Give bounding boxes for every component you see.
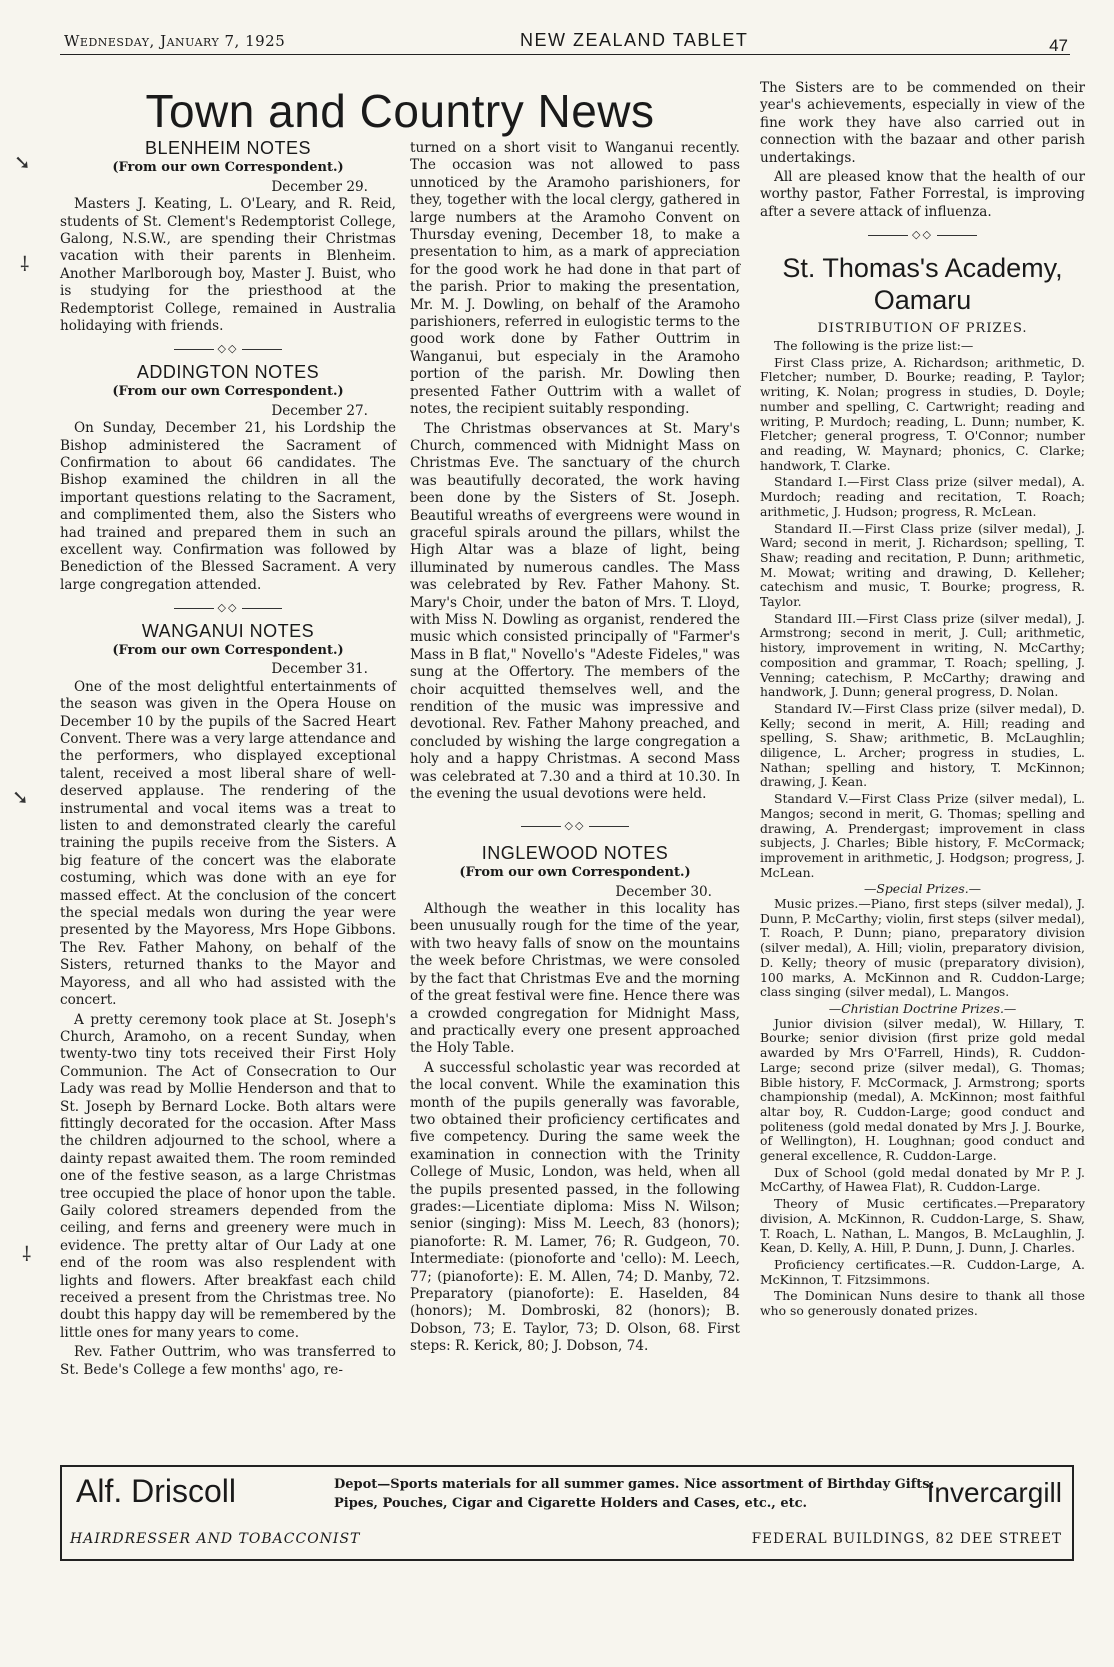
paragraph: One of the most delightful entertainments of the season was given in the Opera House on December 10 by the pupils of the Sacred Heart Convent. There was a very large attendance and the performers, who displayed exceptional talent, received a most liberal share of well-deserved applause. The rendering of the instrumental and vocal items was a treat to listen to and demonstrated clearly the careful training the pupils receive from the Sisters. A big feature of the concert was the elaborate costuming, which was done with an eye for massed effect. At the conclusion of the concert the special medals won during the year were presented by the Mayoress, Mrs Hope Gibbons. The Rev. Father Mahony, on behalf of the Sisters, returned thanks to the Mayor and Mayoress, and all who had assisted with the concert.: [60, 678, 396, 1009]
paragraph: The Sisters are to be commended on their year's achievements, especially in view of the fine work they have also carried out in connection with the bazaar and other parish undertakings.: [760, 80, 1085, 166]
separator-ornament: ◇◇: [60, 340, 396, 357]
prize-list-item: Proficiency certificates.—R. Cuddon-Large, A. McKinnon, T. Fitzsimmons.: [760, 1256, 1085, 1287]
paragraph: The following is the prize list:—: [774, 338, 974, 354]
paragraph: Although the weather in this locality has been unusually rough for the time of the year, with two heavy falls of snow on the mountains the week before Christmas, we were consoled by the fact that Christmas Eve and the morning of the great festival were fine. Hence there was a crowded congregation for Midnight Mass, and practically every one present approached the Holy Table.: [410, 901, 740, 1057]
prize-list-item: Standard III.—First Class prize (silver medal), J. Armstrong; second in merit, J. Cull; arithmetic, history, improvement in writing, N. McCarthy; composition and grammar, T. Roach; spelling, J. Venning; catechism, P. McCarthy; drawing and handwork, J. Dunn; general progress, D. Nolan.: [760, 610, 1085, 700]
paragraph: turned on a short visit to Wanganui recently. The occasion was not allowed to pass unnoticed by the Aramoho parishioners, for they, together with the local clergy, gathered in large numbers at the Aramoho Convent on Thursday evening, December 18, to make a presentation to him, as a mark of appreciation for the good work he had done in that part of the parish. Prior to making the presentation, Mr. M. J. Dowling, on behalf of the Aramoho parishioners, referred in eulogistic terms to the good work done by Father Outtrim in Wanganui, but especialy in the Aramoho portion of the parish. Mr. Dowling then presented Father Outtrim with a wallet of notes, the recipient suitably responding.: [410, 140, 740, 418]
byline: (From our own Correspondent.): [112, 160, 344, 176]
paragraph: The Dominican Nuns desire to thank all those who so generously donated prizes.: [760, 1288, 1085, 1319]
paragraph: A successful scholastic year was recorded at the local convent. While the examination this month of the pupils generally was favorable, two obtained their proficiency certificates and five competency. During the same week the examination in connection with the Trinity College of Music, London, was held, when all the pupils presented passed, in the following grades:—Licentiate diploma: Miss N. Wilson; senior (singing): Miss M. Leech, 83 (honors); pianoforte: R. M. Lamer, 76; R. Gudgeon, 70. Intermediate: (pionoforte and 'cello): M. Leech, 77; (pianoforte): E. M. Allen, 74; D. Manby, 72. Preparatory (pianoforte): E. Haselden, 84 (honors); M. Dombroski, 82 (honors); B. Dobson, 73; E. Taylor, 73; D. Olson, 68. First steps: R. Kerick, 80; J. Dobson, 74.: [410, 1059, 740, 1355]
prize-list-item: Music prizes.—Piano, first steps (silver medal), J. Dunn, P. McCarthy; violin, first steps (silver medal), T. Roach, P. Dunn; piano, preparatory division (silver medal), A. Hill; violin, preparatory division, D. Kelly; theory of music (preparatory division), 100 marks, A. McKinnon and R. Cuddon-Large; class singing (silver medal), L. Mangos.: [760, 896, 1085, 1000]
advertiser-name: Alf. Driscoll: [76, 1473, 237, 1509]
dateline: December 31.: [271, 661, 368, 678]
byline: (From our own Correspondent.): [112, 384, 344, 400]
paper-title: NEW ZEALAND TABLET: [520, 30, 749, 50]
column-2: [410, 140, 740, 1358]
advert-address: FEDERAL BUILDINGS, 82 DEE STREET: [751, 1531, 1062, 1547]
margin-mark: ⸸: [22, 1242, 32, 1266]
prize-distribution-heading: DISTRIBUTION OF PRIZES.: [817, 320, 1028, 336]
margin-mark: ⸸: [20, 252, 30, 276]
article-heading: INGLEWOOD NOTES: [481, 842, 669, 863]
page-header: [60, 28, 1070, 55]
byline: (From our own Correspondent.): [112, 642, 344, 658]
dateline: December 27.: [271, 402, 368, 419]
issue-date: Wednesday, January 7, 1925: [64, 32, 286, 50]
prize-list-item: Standard I.—First Class prize (silver medal), A. Murdoch; reading and recitation, T. Roach; arithmetic, J. Hudson; progress, R. McLean.: [760, 474, 1085, 519]
prize-list-item: First Class prize, A. Richardson; arithmetic, D. Fletcher; number, D. Bourke; reading, P. Taylor; writing, K. Nolan; progress in studies, D. Doyle; number and spelling, C. Cartwright; reading and writing, P. Murdoch; reading, L. Dunn; number, K. Fletcher; general progress, T. O'Connor; number and reading, W. Maynard; phonics, C. Clarke; handwork, T. Clarke.: [760, 354, 1085, 473]
subheading: —Special Prizes.—: [863, 881, 982, 897]
separator-ornament: ◇◇: [760, 226, 1085, 243]
dateline: December 29.: [271, 178, 368, 195]
section-title: Town and Country News: [145, 85, 655, 137]
advertiser-trade: HAIRDRESSER AND TOBACCONIST: [70, 1531, 361, 1547]
column-3: [760, 80, 1085, 1321]
subheading: —Christian Doctrine Prizes.—: [828, 1001, 1017, 1016]
article-heading: ADDINGTON NOTES: [136, 361, 320, 382]
article-heading: BLENHEIM NOTES: [144, 138, 312, 158]
prize-list-item: Theory of Music certificates.—Preparatory division, A. McKinnon, R. Cuddon-Large, S. Shaw, T. Roach, L. Nathan, L. Mangos, B. McLaughlin, J. Kean, D. Kelly, A. Hill, P. Dunn, J. Dunn, J. Charles.: [760, 1196, 1085, 1256]
advertisement: [60, 1465, 1074, 1561]
prize-list-item: Dux of School (gold medal donated by Mr P. J. McCarthy, of Hawea Flat), R. Cuddon-Large.: [760, 1164, 1085, 1195]
paragraph: On Sunday, December 21, his Lordship the Bishop administered the Sacrament of Confirmation to about 66 candidates. The Bishop examined the children in all the important questions relating to the Sacrament, and complimented them, also the Sisters who had trained and prepared them in such an excellent way. Confirmation was followed by Benediction of the Blessed Sacrament. A very large congregation attended.: [60, 420, 396, 593]
paragraph: The Christmas observances at St. Mary's Church, commenced with Midnight Mass on Christmas Eve. The sanctuary of the church was beautifully decorated, the work having been done by the Sisters of St. Joseph. Beautiful wreaths of evergreens were wound in graceful spirals around the pillars, whilst the High Altar was a blaze of light, being illuminated by numerous candles. The Mass was celebrated by Rev. Father Mahony. St. Mary's Choir, under the baton of Mrs. T. Lloyd, with Miss N. Dowling as organist, rendered the music which consisted principally of "Farmer's Mass in B flat," Novello's "Adeste Fideles," was sung at the Offertory. The members of the choir acquitted themselves well, and the rendition of the music was impressive and devotional. Rev. Father Mahony preached, and concluded by wishing the large congregation a holy and a happy Christmas. A second Mass was celebrated at 7.30 and a third at 10.30. In the evening the usual devotions were held.: [410, 420, 740, 803]
paragraph: Rev. Father Outtrim, who was transferred to St. Bede's College a few months' ago, re-: [60, 1344, 396, 1378]
dateline: December 30.: [615, 883, 712, 900]
byline: (From our own Correspondent.): [459, 865, 691, 881]
margin-mark: ➘: [14, 150, 31, 174]
article-heading: WANGANUI NOTES: [141, 620, 315, 641]
prize-list-item: Standard II.—First Class prize (silver medal), J. Ward; second in merit, J. Richardson; spelling, T. Shaw; reading and recitation, P. Dunn; arithmetic, M. Mowat; writing and drawing, D. Kelleher; catechism and music, T. Bourke; progress, R. Taylor.: [760, 520, 1085, 610]
advert-city: Invercargill: [926, 1477, 1062, 1508]
paragraph: A pretty ceremony took place at St. Joseph's Church, Aramoho, on a recent Sunday, when twenty-two tiny tots received their First Holy Communion. The Act of Consecration to Our Lady was read by Mollie Henderson and that to St. Joseph by Bernard Locke. Both altars were fittingly decorated for the occasion. After Mass the children adjourned to the school, where a dainty repast awaited them. The room reminded one of the festive season, as a large Christmas tree occupied the place of honor upon the table. Gaily colored streamers depended from the ceiling, and ferns and greenery were much in evidence. The pretty altar of Our Lady at one end of the room was also resplendent with lights and flowers. After breakfast each child received a present from the Christmas tree. No doubt this happy day will be remembered by the little ones for many years to come.: [60, 1011, 396, 1341]
prize-list-item: Standard IV.—First Class prize (silver medal), D. Kelly; second in merit, A. Hill; reading and spelling, S. Shaw; arithmetic, B. McLaughlin; diligence, L. Archer; progress in studies, L. Nathan; spelling and history, T. McKinnon; drawing, J. Kean.: [760, 700, 1085, 790]
page-number: 47: [1049, 36, 1068, 55]
prize-list-item: Standard V.—First Class Prize (silver medal), L. Mangos; second in merit, G. Thomas; spelling and drawing, A. Prendergast; improvement in class subjects, J. Charles; Bible history, F. McCormack; improvement in arithmetic, J. Hodgson; progress, J. McLean.: [760, 791, 1085, 880]
paragraph: All are pleased know that the health of our worthy pastor, Father Forrestal, is improving after a severe attack of influenza.: [760, 169, 1085, 220]
margin-mark: ➘: [12, 785, 29, 809]
paragraph: Masters J. Keating, L. O'Leary, and R. Reid, students of St. Clement's Redemptorist College, Galong, N.S.W., are spending their Christmas vacation with their parents in Blenheim. Another Marlborough boy, Master J. Buist, who is studying for the priesthood at the Redemptorist College, remained in Australia holidaying with friends.: [60, 196, 396, 335]
advert-copy: Depot—Sports materials for all summer games. Nice assortment of Birthday Gifts: Pipes, Pouches, Cigar and Cigarette Holders and Cases, etc., etc.: [334, 1477, 935, 1511]
separator-ornament: ◇◇: [410, 817, 740, 834]
column-1: [60, 96, 396, 1381]
separator-ornament: ◇◇: [60, 599, 396, 616]
prize-list-item: Junior division (silver medal), W. Hillary, T. Bourke; senior division (first prize gold medal awarded by Mrs O'Farrell, Hinds), R. Cuddon-Large; second prize (silver medal), G. Thomas; Bible history, F. McCormack, J. Armstrong; sports championship (medal), A. McKinnon; most faithful altar boy, R. Cuddon-Large; good conduct and politeness (gold medal donated by Mrs J. J. Bourke, of Wellington), H. Loughnan; good conduct and general excellence, R. Cuddon-Large.: [760, 1015, 1085, 1164]
academy-heading: St. Thomas's Academy, Oamaru: [782, 252, 1063, 315]
